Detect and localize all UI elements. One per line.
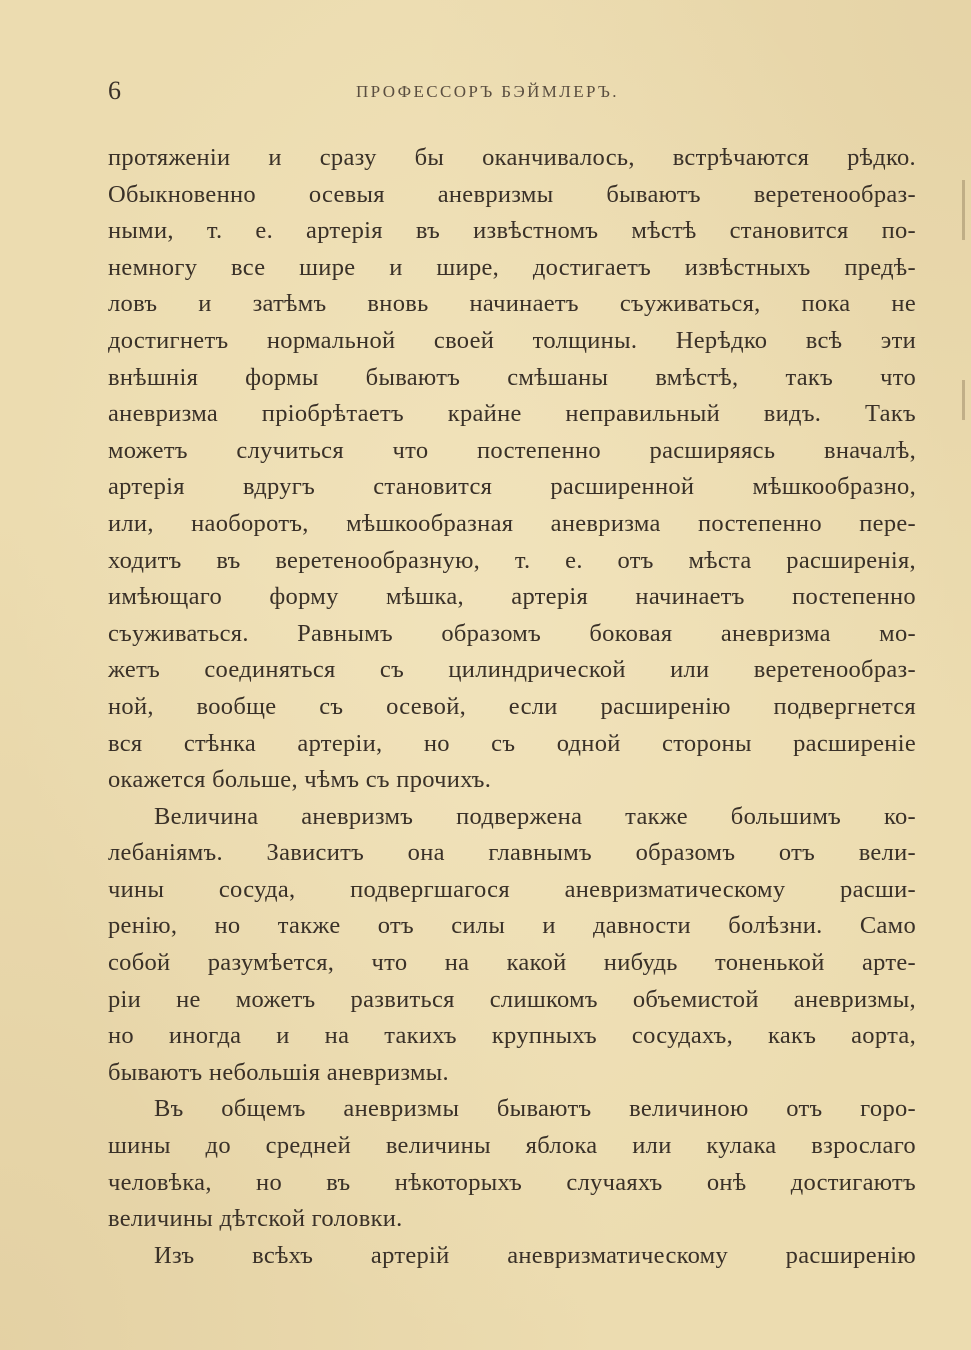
text-line: чины сосуда, подвергшагося аневризматическому расши- — [108, 875, 916, 903]
running-head — [108, 76, 916, 106]
text-line: собой разумѣется, что на какой нибудь тоненькой арте- — [108, 949, 916, 977]
running-title: ПРОФЕССОРЪ БЭЙМЛЕРЪ. — [356, 82, 619, 101]
text-line: ріи не можетъ развиться слишкомъ объемистой аневризмы, — [108, 985, 916, 1013]
text-line: человѣка, но въ нѣкоторыхъ случаяхъ онѣ достигаютъ — [108, 1168, 916, 1196]
text-line: вся стѣнка артеріи, но съ одной стороны расширеніе — [108, 729, 916, 757]
text-line: ными, т. е. артерія въ извѣстномъ мѣстѣ становится по- — [108, 217, 916, 245]
body-text — [108, 140, 916, 1274]
text-line: но иногда и на такихъ крупныхъ сосудахъ, какъ аорта, — [108, 1022, 916, 1050]
text-line: ходитъ въ веретенообразную, т. е. отъ мѣста расширенія, — [108, 546, 916, 574]
text-line: Обыкновенно осевыя аневризмы бываютъ веретенообраз- — [108, 180, 916, 208]
text-line: достигнетъ нормальной своей толщины. Нерѣдко всѣ эти — [108, 326, 916, 354]
text-line: протяженіи и сразу бы оканчивалось, встрѣчаются рѣдко. — [108, 144, 916, 171]
text-line: немногу все шире и шире, достигаетъ извѣстныхъ предѣ- — [108, 253, 916, 281]
text-line: Изъ всѣхъ артерій аневризматическому расширенію — [154, 1241, 916, 1269]
text-line: артерія вдругъ становится расширенной мѣшкообразно, — [108, 473, 916, 501]
text-line: величины дѣтской головки. — [108, 1205, 403, 1233]
page-edge-mark — [962, 380, 965, 420]
text-line: Въ общемъ аневризмы бываютъ величиною отъ горо- — [154, 1095, 916, 1123]
text-line: имѣющаго форму мѣшка, артерія начинаетъ постепенно — [108, 583, 916, 611]
text-line: окажется больше, чѣмъ съ прочихъ. — [108, 766, 492, 794]
text-line: бываютъ небольшія аневризмы. — [108, 1058, 449, 1086]
text-line: можетъ случиться что постепенно расширяясь вначалѣ, — [108, 436, 916, 464]
text-line: аневризма пріобрѣтаетъ крайне неправильный видъ. Такъ — [108, 400, 916, 428]
page-edge-mark — [962, 180, 965, 240]
text-line: жетъ соединяться съ цилиндрической или веретенообраз- — [108, 656, 916, 684]
page-number: 6 — [108, 76, 121, 105]
text-line: ловъ и затѣмъ вновь начинаетъ съуживаться, пока не — [108, 290, 916, 318]
text-line: съуживаться. Равнымъ образомъ боковая аневризма мо- — [108, 619, 916, 647]
text-line: шины до средней величины яблока или кулака взрослаго — [108, 1132, 916, 1160]
text-line: внѣшнія формы бываютъ смѣшаны вмѣстѣ, такъ что — [108, 363, 916, 391]
text-line: лебаніямъ. Зависитъ она главнымъ образомъ отъ вели- — [108, 839, 916, 867]
text-line: или, наоборотъ, мѣшкообразная аневризма постепенно пере- — [108, 509, 916, 537]
text-line: ной, вообще съ осевой, если расширенію подвергнется — [108, 692, 916, 720]
text-line: ренію, но также отъ силы и давности болѣзни. Само — [108, 912, 916, 940]
text-line: Величина аневризмъ подвержена также большимъ ко- — [154, 802, 916, 830]
